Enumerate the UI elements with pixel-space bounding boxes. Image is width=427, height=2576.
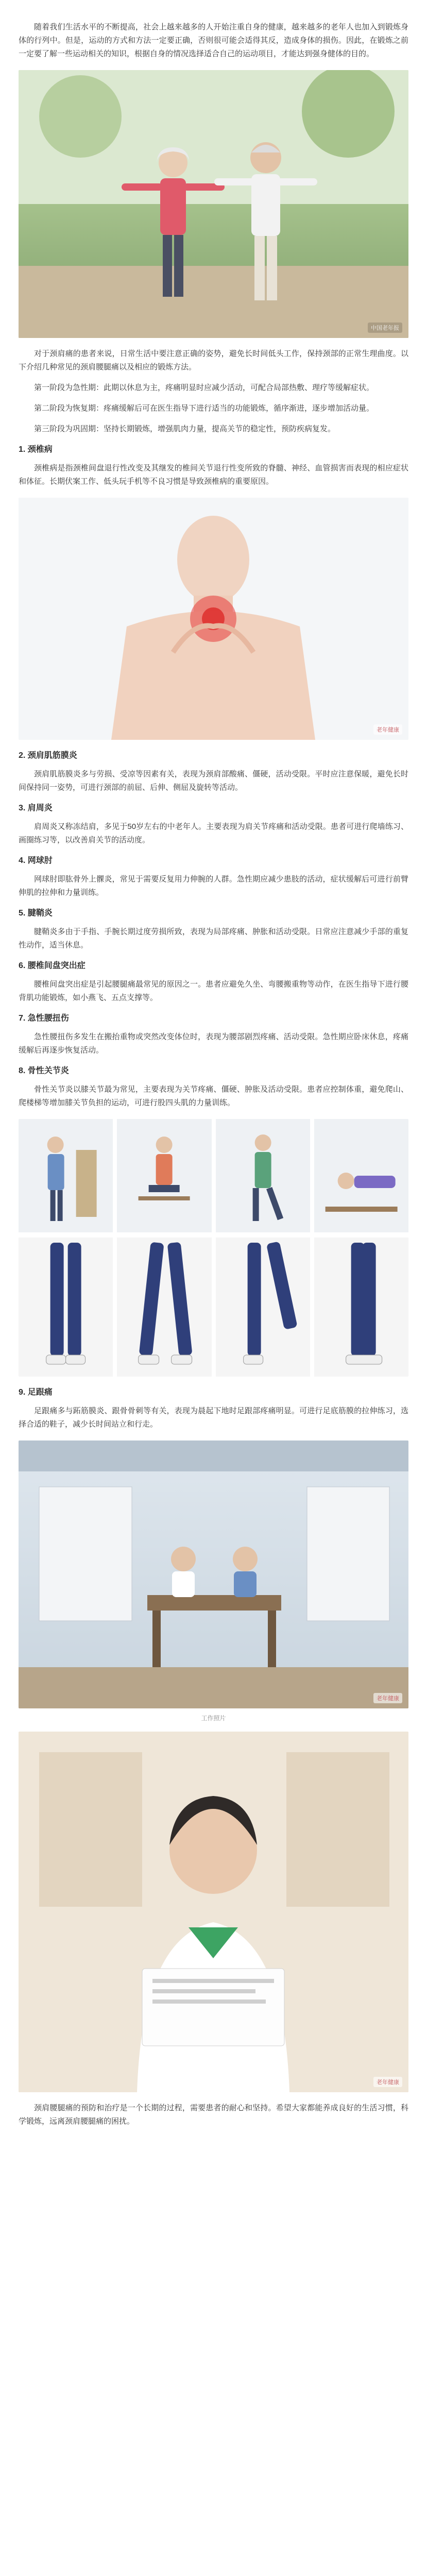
photo-watermark: 老年健康 — [373, 1693, 402, 1703]
paragraph-5: 第三阶段为巩固期：坚持长期锻炼，增强肌肉力量，提高关节的稳定性，预防疾病复发。 — [34, 425, 336, 433]
legs-tile — [216, 1238, 310, 1377]
section-title-4: 4. 网球肘 — [19, 856, 53, 865]
photo-doctor — [19, 1732, 408, 2092]
section-body-1: 颈椎病是指颈椎间盘退行性改变及其继发的椎间关节退行性变所致的脊髓、神经、血管损害而表现的相应症状和体征。长期伏案工作、低头玩手机等不良习惯是导致颈椎病的重要原因。 — [19, 464, 408, 486]
paragraph-3: 第一阶段为急性期：此期以休息为主，疼痛明显时应减少活动，可配合局部热敷、理疗等缓解症状。 — [34, 383, 374, 392]
photo-watermark: 中国老年报 — [368, 323, 402, 333]
photo-watermark: 老年健康 — [373, 724, 402, 735]
section-body-5: 腱鞘炎多由于手指、手腕长期过度劳损所致，表现为局部疼痛、肿胀和活动受限。日常应注意减少手部的重复性动作，适当休息。 — [19, 927, 408, 950]
section-title-5: 5. 腱鞘炎 — [19, 909, 53, 918]
section-body-8: 骨性关节炎以膝关节最为常见，主要表现为关节疼痛、僵硬、肿胀及活动受限。患者应控制体重，避免爬山、爬楼梯等增加膝关节负担的运动，可进行股四头肌的力量训练。 — [19, 1085, 408, 1107]
exercise-tile — [19, 1119, 113, 1232]
doctor-illustration — [19, 1732, 408, 2092]
legs-tile — [117, 1238, 211, 1377]
section-title-3: 3. 肩周炎 — [19, 804, 53, 812]
section-body-7: 急性腰扭伤多发生在搬抬重物或突然改变体位时，表现为腰部剧烈疼痛、活动受限。急性期应卧床休息，疼痛缓解后再逐步恢复活动。 — [19, 1032, 408, 1055]
photo-watermark: 老年健康 — [373, 2077, 402, 2087]
clinic-illustration — [19, 1440, 408, 1708]
legs-tile — [19, 1238, 113, 1377]
photo-exercise-collage — [19, 1119, 408, 1377]
exercise-grid — [19, 1119, 408, 1232]
section-title-6: 6. 腰椎间盘突出症 — [19, 961, 86, 970]
photo-caption: 工作照片 — [201, 1715, 226, 1722]
section-title-2: 2. 颈肩肌筋膜炎 — [19, 751, 77, 760]
section-body-2: 颈肩肌筋膜炎多与劳损、受凉等因素有关，表现为颈肩部酸痛、僵硬，活动受限。平时应注意保暖，避免长时间保持同一姿势，可进行颈部的前屈、后伸、侧屈及旋转等活动。 — [19, 770, 408, 792]
paragraph-4: 第二阶段为恢复期：疼痛缓解后可在医生指导下进行适当的功能锻炼，循序渐进，逐步增加活动量。 — [34, 404, 374, 413]
closing-paragraph: 颈肩腰腿痛的预防和治疗是一个长期的过程，需要患者的耐心和坚持。希望大家都能养成良好的生活习惯，科学锻炼，远离颈肩腰腿痛的困扰。 — [19, 2104, 408, 2126]
exercise-tile — [216, 1119, 310, 1232]
section-title-1: 1. 颈椎病 — [19, 445, 53, 454]
exercise-tile — [117, 1119, 211, 1232]
photo-elderly-exercise — [19, 70, 408, 338]
section-body-4: 网球肘即肱骨外上髁炎，常见于需要反复用力伸腕的人群。急性期应减少患肢的活动，症状缓解后可进行前臂伸肌的拉伸和力量训练。 — [19, 875, 408, 897]
exercise-tile — [314, 1119, 408, 1232]
photo-clinic — [19, 1440, 408, 1708]
section-title-7: 7. 急性腰扭伤 — [19, 1014, 69, 1023]
section-title-8: 8. 骨性关节炎 — [19, 1066, 69, 1075]
paragraph-2: 对于颈肩痛的患者来说，日常生活中要注意正确的姿势，避免长时间低头工作，保持颈部的正常生理曲度。以下介绍几种常见的颈肩腰腿痛以及相应的锻炼方法。 — [19, 349, 408, 371]
section-body-6: 腰椎间盘突出症是引起腰腿痛最常见的原因之一。患者应避免久坐、弯腰搬重物等动作，在医生指导下进行腰背肌功能锻炼，如小燕飞、五点支撑等。 — [19, 980, 408, 1002]
section-body-9: 足跟痛多与跖筋膜炎、跟骨骨刺等有关，表现为晨起下地时足跟部疼痛明显。可进行足底筋膜的拉伸练习，选择合适的鞋子，减少长时间站立和行走。 — [19, 1406, 408, 1429]
intro-paragraph: 随着我们生活水平的不断提高，社会上越来越多的人开始注重自身的健康，越来越多的老年人也加入到锻炼身体的行列中。但是，运动的方式和方法一定要正确，否则很可能会适得其反，造成身体的损伤。因此，在锻炼之前一定要了解一些运动相关的知识，根据自身的情况选择适合自己的运动项目，才能达到强身健体的目的。 — [19, 23, 408, 58]
neck-pain-illustration — [19, 498, 408, 740]
photo-neck-pain — [19, 498, 408, 740]
legs-grid — [19, 1238, 408, 1377]
section-title-9: 9. 足跟痛 — [19, 1388, 53, 1397]
legs-tile — [314, 1238, 408, 1377]
section-body-3: 肩周炎又称冻结肩，多见于50岁左右的中老年人。主要表现为肩关节疼痛和活动受限。患者可进行爬墙练习、画圈练习等，以改善肩关节的活动度。 — [19, 822, 408, 844]
exercise-illustration — [19, 70, 408, 338]
